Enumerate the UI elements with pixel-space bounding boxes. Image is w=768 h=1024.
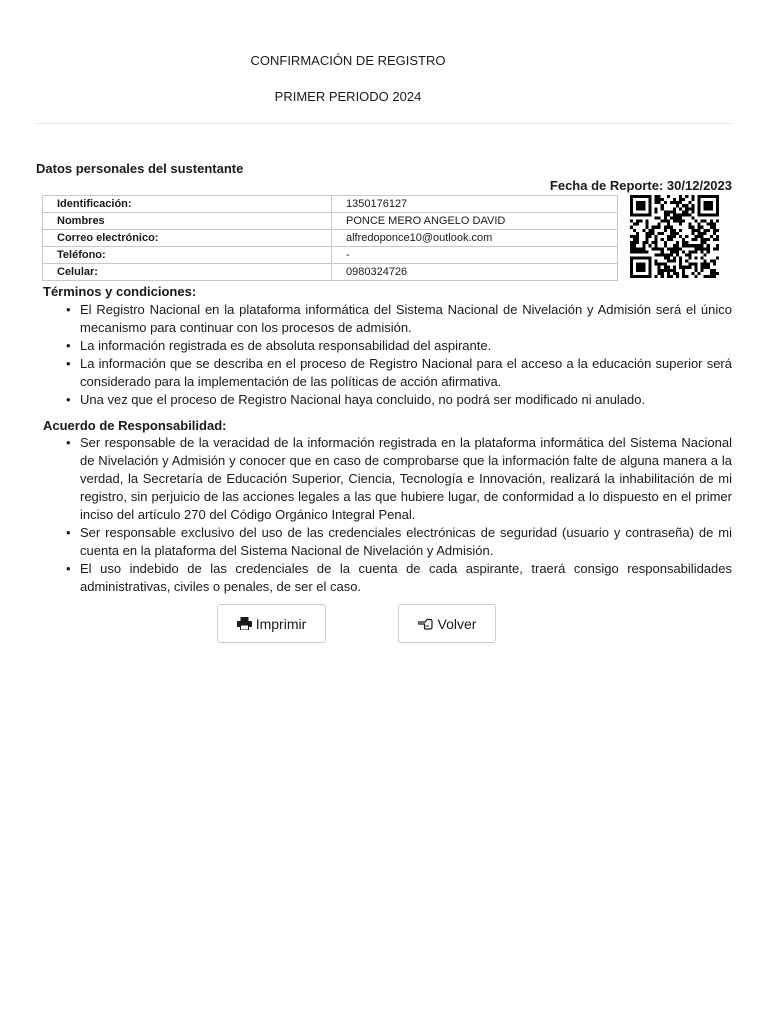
report-date: Fecha de Reporte: 30/12/2023 [549,178,732,193]
field-label: Correo electrónico: [43,230,332,247]
hand-pointing-left-icon [418,618,434,630]
print-button[interactable] [217,604,326,643]
field-value: 0980324726 [332,264,618,281]
back-button-label: Volver [437,615,477,632]
table-row [43,196,618,213]
qr-code-icon [630,195,719,278]
print-button-label: Imprimir [255,615,307,632]
personal-section-title: Datos personales del sustentante [36,161,244,176]
list-item: • La información que se describa en el proceso de Registro Nacional para el acceso a la educación superior será considerado para la implementación de las políticas de acción afirmativa. [62,355,732,391]
field-label: Nombres [43,213,332,230]
list-item: • Ser responsable de la veracidad de la información registrada en la plataforma informática del Sistema Nacional de Nivelación y Admisión y conocer que en caso de comprobarse que la información falte de alguna manera a la verdad, la Secretaría de Educación Superior, Ciencia, Tecnología e Innovación, realizará la inhabilitación de mi registro, sin perjuicio de las acciones legales a las que hubiere lugar, de conformidad a lo dispuesto en el primer inciso del artículo 270 del Código Orgánico Integral Penal. [62,434,732,524]
field-value: PONCE MERO ANGELO DAVID [332,213,618,230]
printer-icon [237,617,252,630]
table-row [43,230,618,247]
table-row [43,264,618,281]
terms-title: Términos y condiciones: [43,284,197,299]
back-button[interactable] [398,604,496,643]
agreement-list [62,434,732,596]
field-label: Identificación: [43,196,332,213]
list-item: • Una vez que el proceso de Registro Nacional haya concluido, no podrá ser modificado ni anulado. [62,391,732,409]
terms-list [62,301,732,409]
field-label: Teléfono: [43,247,332,264]
field-value: 1350176127 [332,196,618,213]
page-title: CONFIRMACIÓN DE REGISTRO [250,53,446,68]
divider [36,123,732,124]
field-value: alfredoponce10@outlook.com [332,230,618,247]
list-item: • La información registrada es de absoluta responsabilidad del aspirante. [62,337,732,355]
field-label: Celular: [43,264,332,281]
page-subtitle: PRIMER PERIODO 2024 [274,89,422,104]
agreement-title: Acuerdo de Responsabilidad: [43,418,227,433]
table-row [43,247,618,264]
table-row [43,213,618,230]
field-value: - [332,247,618,264]
personal-data-table [42,195,618,281]
list-item: • El uso indebido de las credenciales de la cuenta de cada aspirante, traerá consigo responsabilidades administrativas, civiles o penales, de ser el caso. [62,560,732,596]
list-item: • Ser responsable exclusivo del uso de las credenciales electrónicas de seguridad (usuario y contraseña) de mi cuenta en la plataforma del Sistema Nacional de Nivelación y Admisión. [62,524,732,560]
list-item: • El Registro Nacional en la plataforma informática del Sistema Nacional de Nivelación y Admisión será el único mecanismo para continuar con los procesos de admisión. [62,301,732,337]
